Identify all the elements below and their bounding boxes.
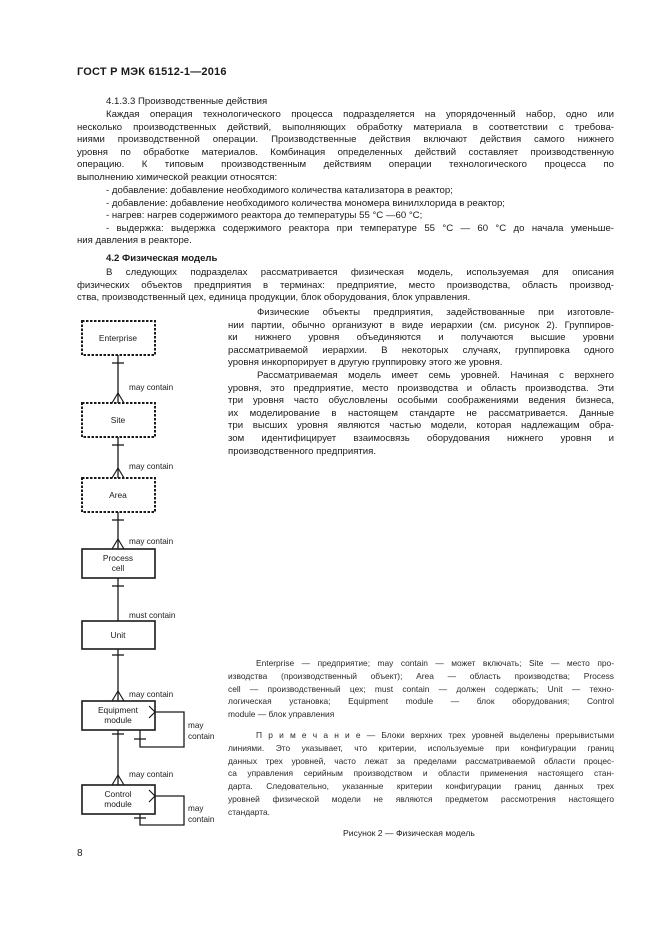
self-relation-label: may [188, 804, 204, 813]
self-relation-label: contain [188, 732, 215, 741]
figure-caption: Рисунок 2 — Физическая модель [343, 828, 475, 838]
text-line: три уровня часто обусловлены особыми соображениями ведения бизнеса, [228, 395, 614, 407]
relation-label: may contain [129, 690, 174, 699]
equipment-module-label: Equipment [97, 705, 139, 715]
hierarchy-connectors [112, 355, 184, 825]
section-heading-4133: 4.1.3.3 Производственные действия [106, 96, 268, 107]
text-line: рассматриваемой иерархии. В некоторых случаях, группировка одного [228, 344, 614, 356]
self-relation-label: may [188, 721, 204, 730]
figure-note [228, 729, 614, 819]
note-line: стандарта. [228, 806, 270, 817]
text-line: операцию. К типовым производственным действиям операции технологического процесса по [77, 159, 614, 171]
process-cell-label: cell [111, 563, 125, 573]
process-cell-label: Process [102, 553, 134, 563]
list-item: - выдержка: выдержка содержимого реактора при температуре 55 °С — 60 °С до начала уменьше- [106, 222, 614, 234]
text-line: Рассматриваемая модель имеет семь уровней. Начиная с верхнего [257, 370, 614, 381]
text-line: В следующих подразделах рассматривается физическая модель, используемая для описания [106, 267, 614, 278]
text-line: ниями производственной операции. Производственные действия включают действия самого нижнего [77, 134, 614, 146]
figure-legend [228, 657, 614, 721]
relation-label: may contain [129, 770, 174, 779]
legend-line: module — блок управления [228, 709, 335, 720]
text-line: уровня инкорпорирует в другую группировку этого же уровня. [228, 357, 503, 369]
unit-label: Unit [110, 630, 126, 640]
control-module-label: Control [104, 789, 132, 799]
note-line: линиями. Это указывает, что критерии, используемые при конфигурации границ [228, 742, 614, 753]
note-line: уровней физической модели не являются предметом рассмотрения настоящего [228, 793, 614, 804]
site-label: Site [110, 415, 126, 425]
note-line: П р и м е ч а н и е — Блоки верхних трех уровней выделены прерывистыми [256, 730, 614, 740]
text-line: три высших уровня являются частью модели, которая надлежащим обра- [228, 420, 614, 432]
text-line: производственного предприятия. [228, 445, 377, 457]
list-item: - нагрев: нагрев содержимого реактора до температуры 55 °С —60 °С; [106, 210, 423, 222]
text-line: уровня, это предприятие, место производства и область производства. Эти [228, 382, 614, 394]
text-line: Физические объекты предприятия, задействованные при изготовле- [257, 307, 614, 318]
document-header: ГОСТ Р МЭК 61512-1—2016 [77, 66, 227, 78]
list-item: - добавление: добавление необходимого количества мономера винилхлорида в реактор; [106, 197, 505, 209]
text-line: физических объектов предприятия в терминах: предприятие, место производства, область производ- [77, 279, 614, 291]
text-line: выполнению химической реакции относятся: [77, 171, 278, 183]
relation-label: may contain [129, 383, 174, 392]
relation-label: may contain [129, 462, 174, 471]
legend-line: cell — производственный цех; must contain — должен содержать; Unit — техно- [228, 683, 614, 694]
relation-label: may contain [129, 537, 174, 546]
legend-line: изводства (производственный объект); Area — область производства; Process [228, 670, 614, 681]
text-line: нии партии, обычно организуют в виде иерархии (см. рисунок 2). Группиров- [228, 319, 614, 331]
text-line: уровня по обработке материалов. Комбинация определенных действий составляет производственную [77, 146, 614, 158]
page-number: 8 [77, 848, 83, 859]
note-line: дарта. Следовательно, указанные критерии конфигурации границ данных трех [228, 781, 614, 792]
enterprise-label: Enterprise [98, 333, 138, 343]
area-label: Area [109, 490, 127, 500]
legend-line: логическая установка; Equipment module — блок оборудования; Control [228, 696, 614, 707]
list-item: - добавление: добавление необходимого количества катализатора в реактор; [106, 185, 453, 196]
text-line: их моделирование в настоящем стандарте не рассматривается. Данные [228, 407, 614, 419]
relation-label: must contain [129, 611, 176, 620]
list-item-continuation: ния давления в реакторе. [77, 235, 192, 246]
equipment-module-label: module [104, 715, 132, 725]
self-relation-label: contain [188, 815, 215, 824]
text-line: ства, производственный цех, единица продукции, блок оборудования, блок управления. [77, 292, 471, 304]
legend-line: Enterprise — предприятие; may contain — может включать; Site — место про- [256, 658, 614, 668]
text-line: зом идентифицирует взаимосвязь оборудования нижнего уровня и [228, 432, 614, 444]
text-line: Каждая операция технологического процесса подразделяется на упорядоченный набор, одно или [106, 109, 614, 120]
text-line: несколько производственных действий, выполняющих обработку материала в соответствии с требова- [77, 121, 614, 133]
note-line: са управления серийным производством и области применения настоящего стан- [228, 768, 614, 779]
section-heading-42: 4.2 Физическая модель [106, 253, 218, 264]
text-line: ки нижнего уровня объединяются и получаются высшие уровни [228, 332, 614, 344]
control-module-label: module [104, 799, 132, 809]
note-line: данных трех уровней, часто лежат за пределами рассматриваемой области процес- [228, 755, 614, 766]
